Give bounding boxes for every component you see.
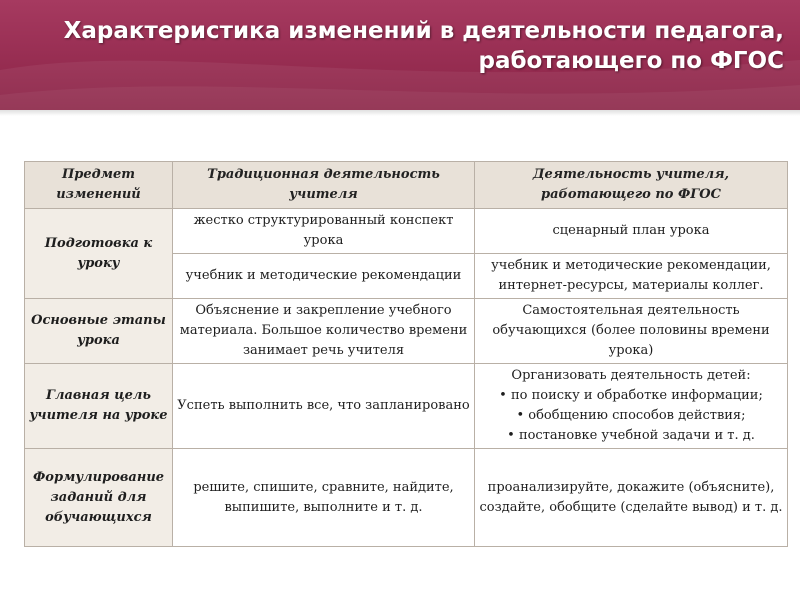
slide-title-line1: Характеристика изменений в деятельности педагога, — [63, 18, 784, 44]
slide-title-line2: работающего по ФГОС — [478, 48, 784, 74]
goal-list-item: • обобщению способов действия; — [516, 408, 746, 423]
cell-fgos-main-goal — [475, 364, 788, 449]
table-row-lesson-stages — [25, 299, 788, 364]
row-subject-lesson-stages: Основные этапы урока — [25, 299, 173, 364]
row-subject-preparation: Подготовка к уроку — [25, 209, 173, 299]
goal-list-intro: Организовать деятельность детей: — [511, 368, 751, 383]
header-traditional: Традиционная деятельность учителя — [173, 162, 475, 209]
cell-traditional-lesson-stages: Объяснение и закрепление учебного материала. Большое количество времени занимает речь учителя — [173, 299, 475, 364]
cell-traditional-preparation-1: жестко структурированный конспект урока — [173, 209, 475, 254]
banner-shadow — [0, 110, 800, 116]
slide-title — [44, 16, 784, 76]
table-header-row — [25, 162, 788, 209]
table-row-task-formulation — [25, 449, 788, 547]
table-row-preparation — [25, 209, 788, 254]
cell-fgos-lesson-stages: Самостоятельная деятельность обучающихся (более половины времени урока) — [475, 299, 788, 364]
header-fgos: Деятельность учителя, работающего по ФГОС — [475, 162, 788, 209]
table-row-main-goal — [25, 364, 788, 449]
row-subject-main-goal: Главная цель учителя на уроке — [25, 364, 173, 449]
cell-traditional-main-goal: Успеть выполнить все, что запланировано — [173, 364, 475, 449]
cell-fgos-preparation-2: учебник и методические рекомендации, интернет-ресурсы, материалы коллег. — [475, 254, 788, 299]
goal-list-item: • по поиску и обработке информации; — [499, 388, 763, 403]
comparison-table — [24, 161, 788, 547]
cell-traditional-task-formulation: решите, спишите, сравните, найдите, выпишите, выполните и т. д. — [173, 449, 475, 547]
cell-fgos-task-formulation: проанализируйте, докажите (объясните), создайте, обобщите (сделайте вывод) и т. д. — [475, 449, 788, 547]
header-subject: Предмет изменений — [25, 162, 173, 209]
cell-traditional-preparation-2: учебник и методические рекомендации — [173, 254, 475, 299]
cell-fgos-preparation-1: сценарный план урока — [475, 209, 788, 254]
row-subject-task-formulation: Формулирование заданий для обучающихся — [25, 449, 173, 547]
goal-list-item: • постановке учебной задачи и т. д. — [507, 428, 755, 443]
